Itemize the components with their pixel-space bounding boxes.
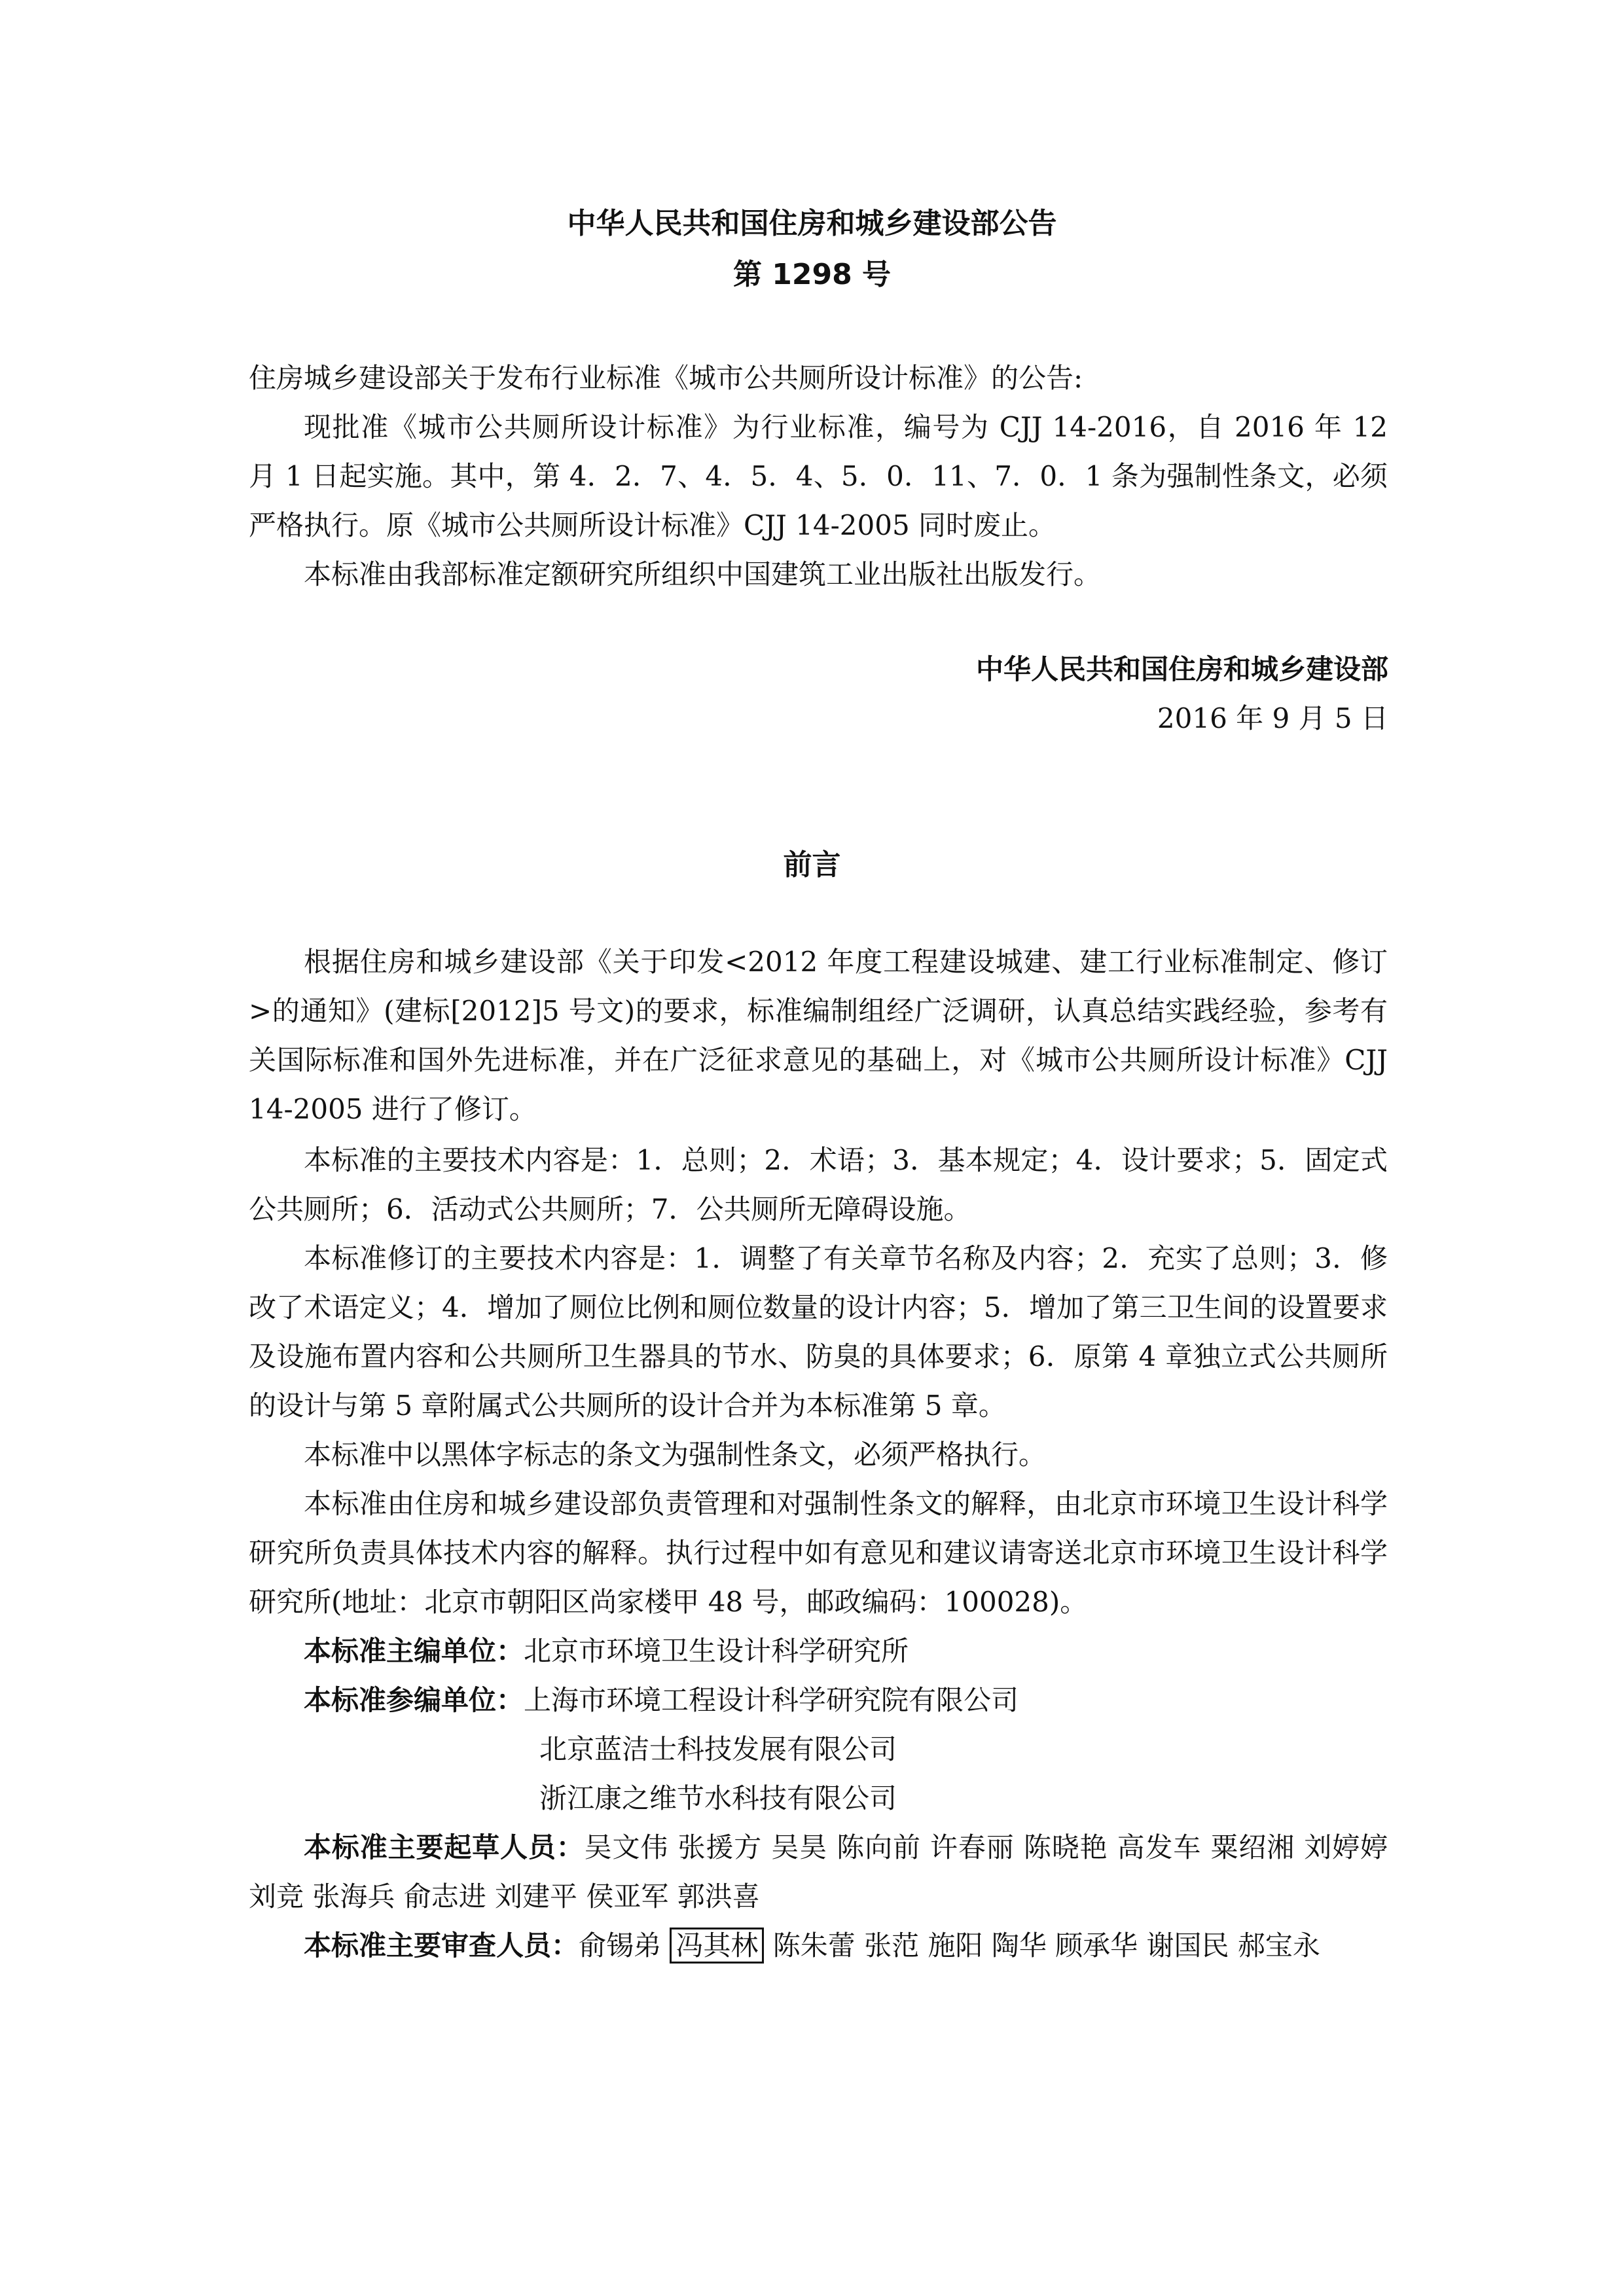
notice-date: 2016 年 9 月 5 日 [1157,702,1388,734]
reviewer-boxed-name: 冯其林 [670,1928,764,1964]
partner-unit-name-2: 北京蓝洁士科技发展有限公司 [539,1733,897,1765]
foreword-paragraph-5: 本标准由住房和城乡建设部负责管理和对强制性条文的解释，由北京市环境卫生设计科学研究所负责具体技术内容的解释。执行过程中如有意见和建议请寄送北京市环境卫生设计科学研究所(地址：北京市朝阳区尚家楼甲 48 号，邮政编码：100028)。 [249,1488,1388,1618]
drafters-names: 吴文伟 张援方 吴昊 陈向前 许春丽 陈晓艳 高发车 粟绍湘 刘婷婷 刘竞 张海兵 俞志进 刘建平 侯亚军 郭洪喜 [249,1831,1388,1912]
reviewers-paragraph [249,1921,1388,1970]
notice-title: 中华人民共和国住房和城乡建设部公告 [567,207,1057,240]
chief-unit-label: 本标准主编单位： [304,1635,524,1667]
notice-number: 第 1298 号 [732,258,892,291]
drafters-label: 本标准主要起草人员： [304,1831,585,1863]
chief-unit-name: 北京市环境卫生设计科学研究所 [524,1635,909,1667]
partner-unit-name-3: 浙江康之维节水科技有限公司 [539,1782,897,1814]
foreword-paragraph-2: 本标准的主要技术内容是：1．总则；2．术语；3．基本规定；4．设计要求；5．固定式公共厕所；6．活动式公共厕所；7．公共厕所无障碍设施。 [249,1144,1388,1225]
chief-unit-row [304,1626,909,1676]
notice-issuer: 中华人民共和国住房和城乡建设部 [975,653,1388,685]
foreword-paragraph-3: 本标准修订的主要技术内容是：1．调整了有关章节名称及内容；2．充实了总则；3．修改了术语定义；4．增加了厕位比例和厕位数量的设计内容；5．增加了第三卫生间的设置要求及设施布置内容和公共厕所卫生器具的节水、防臭的具体要求；6．原第 4 章独立式公共厕所的设计与第 5 章附属式公共厕所的设计合并为本标准第 5 章。 [249,1242,1388,1422]
drafters-paragraph [249,1823,1388,1921]
reviewer-first: 俞锡弟 [579,1929,662,1962]
foreword-paragraph-1: 根据住房和城乡建设部《关于印发<2012 年度工程建设城建、建工行业标准制定、修订>的通知》(建标[2012]5 号文)的要求，标准编制组经广泛调研，认真总结实践经验，参考有关国际标准和国外先进标准，并在广泛征求意见的基础上，对《城市公共厕所设计标准》CJJ 14-2005 进行了修订。 [249,946,1388,1125]
partner-unit-name-1: 上海市环境工程设计科学研究院有限公司 [524,1684,1019,1716]
foreword-paragraph-4: 本标准中以黑体字标志的条文为强制性条文，必须严格执行。 [304,1439,1047,1471]
foreword-title: 前言 [783,848,841,882]
reviewers-label: 本标准主要审查人员： [304,1929,579,1962]
notice-body-2: 本标准由我部标准定额研究所组织中国建筑工业出版社出版发行。 [304,558,1102,590]
partner-unit-row [304,1676,1019,1725]
partner-unit-label: 本标准参编单位： [304,1684,524,1716]
reviewers-rest: 陈朱蕾 张范 施阳 陶华 顾承华 谢国民 郝宝永 [772,1929,1320,1962]
notice-body-1: 现批准《城市公共厕所设计标准》为行业标准，编号为 CJJ 14-2016，自 2016 年 12 月 1 日起实施。其中，第 4．2．7、4．5．4、5．0．11、7．0．1 条为强制性条文，必须严格执行。原《城市公共厕所设计标准》CJJ 14-2005 同时废止。 [249,411,1388,541]
notice-intro: 住房城乡建设部关于发布行业标准《城市公共厕所设计标准》的公告: [249,362,1083,394]
